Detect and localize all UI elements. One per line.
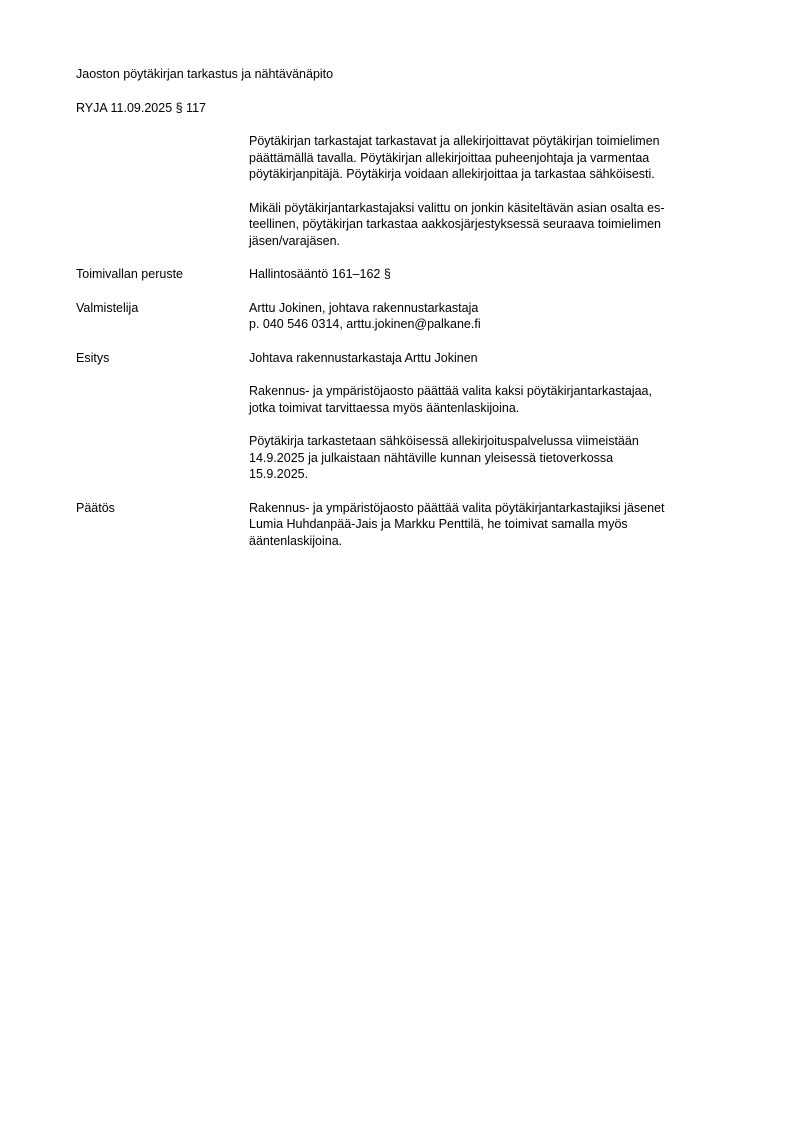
intro-section bbox=[76, 133, 746, 266]
proposal-section bbox=[76, 350, 746, 500]
proposal-paragraph-1 bbox=[249, 383, 746, 416]
text-line: Mikäli pöytäkirjantarkastajaksi valittu on jonkin käsiteltävän asian osalta es- bbox=[249, 200, 665, 215]
text-line: ääntenlaskijoina. bbox=[249, 533, 343, 548]
proposal-paragraph-2 bbox=[249, 433, 746, 483]
authority-label: Toimivallan peruste bbox=[76, 267, 183, 281]
text-line: jäsen/varajäsen. bbox=[249, 233, 341, 248]
intro-paragraph-2 bbox=[249, 200, 746, 250]
document-page bbox=[76, 66, 746, 549]
proposal-label: Esitys bbox=[76, 350, 110, 365]
text-line: 15.9.2025. bbox=[249, 467, 309, 481]
intro-paragraph-1 bbox=[249, 133, 746, 183]
preparer-label: Valmistelija bbox=[76, 300, 139, 315]
authority-section bbox=[76, 266, 746, 283]
meeting-reference: RYJA 11.09.2025 § 117 bbox=[76, 100, 206, 115]
authority-text: Hallintosääntö 161–162 § bbox=[249, 267, 391, 281]
decision-label: Päätös bbox=[76, 500, 115, 515]
text-line: Pöytäkirja tarkastetaan sähköisessä allekirjoituspalvelussa viimeistään bbox=[249, 434, 639, 448]
text-line: pöytäkirjanpitäjä. Pöytäkirja voidaan allekirjoittaa ja tarkastaa sähköisesti. bbox=[249, 167, 655, 181]
text-line: 14.9.2025 ja julkaistaan nähtäville kunnan yleisessä tietoverkossa bbox=[249, 450, 614, 465]
text-line: teellinen, pöytäkirjan tarkastaa aakkosjärjestyksessä seuraava toimielimen bbox=[249, 217, 662, 231]
preparer-contact: p. 040 546 0314, arttu.jokinen@palkane.fi bbox=[249, 317, 481, 331]
text-line: Rakennus- ja ympäristöjaosto päättää valita pöytäkirjantarkastajiksi jäsenet bbox=[249, 500, 665, 515]
text-line: jotka toimivat tarvittaessa myös ääntenlaskijoina. bbox=[249, 400, 520, 415]
preparer-name: Arttu Jokinen, johtava rakennustarkastaja bbox=[249, 300, 479, 315]
text-line: Rakennus- ja ympäristöjaosto päättää valita kaksi pöytäkirjantarkastajaa, bbox=[249, 384, 652, 398]
text-line: Lumia Huhdanpää-Jais ja Markku Penttilä, he toimivat samalla myös bbox=[249, 517, 628, 531]
decision-section bbox=[76, 500, 746, 550]
text-line: Pöytäkirjan tarkastajat tarkastavat ja allekirjoittavat pöytäkirjan toimielimen bbox=[249, 134, 660, 148]
proposal-presenter: Johtava rakennustarkastaja Arttu Jokinen bbox=[249, 350, 478, 365]
text-line: päättämällä tavalla. Pöytäkirjan allekirjoittaa puheenjohtaja ja varmentaa bbox=[249, 150, 650, 165]
preparer-section bbox=[76, 300, 746, 333]
document-title: Jaoston pöytäkirjan tarkastus ja nähtävänäpito bbox=[76, 67, 334, 81]
